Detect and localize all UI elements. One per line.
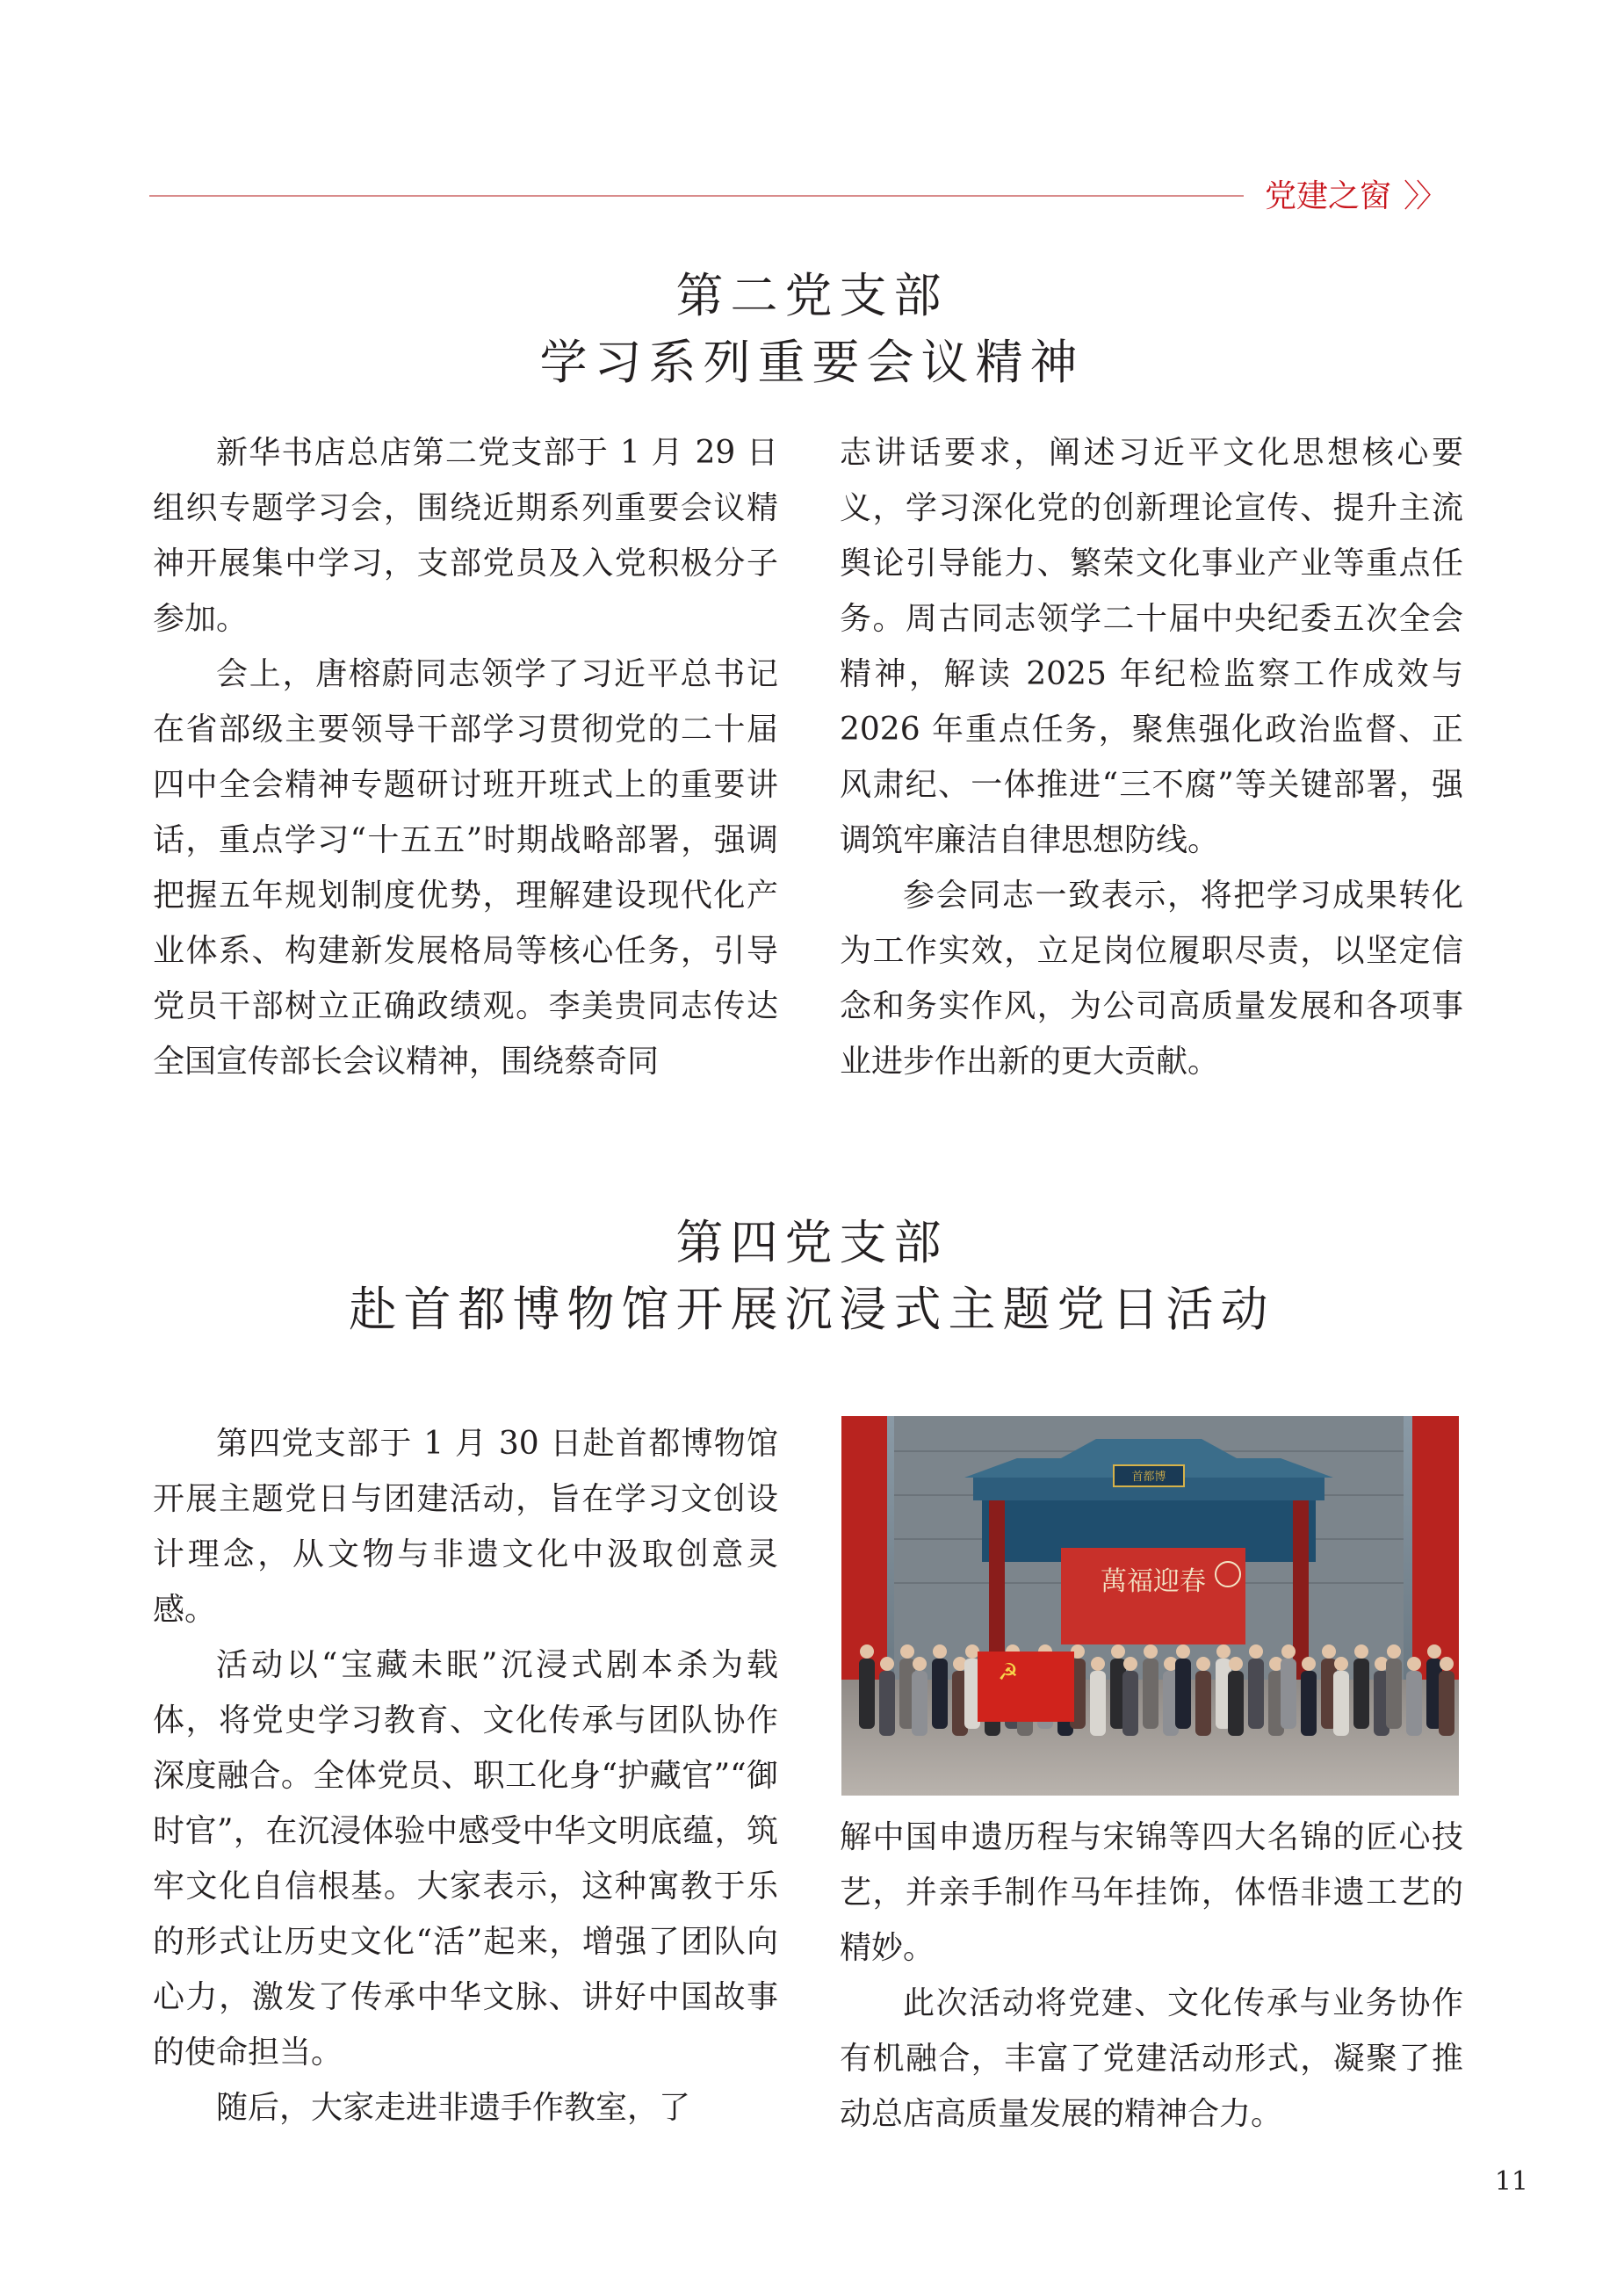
gate-plaque-text: 首都博 xyxy=(1131,1471,1166,1484)
paragraph: 新华书店总店第二党支部于 1 月 29 日组织专题学习会，围绕近期系列重要会议精神开展集中学习，支部党员及入党积极分子参加。 xyxy=(153,435,778,637)
person-head xyxy=(1334,1657,1348,1671)
section-label xyxy=(1265,172,1476,221)
person-figure xyxy=(859,1659,875,1729)
person-head xyxy=(1322,1644,1336,1659)
group-photo xyxy=(841,1416,1459,1796)
person-figure xyxy=(1439,1671,1454,1736)
person-head xyxy=(1091,1657,1105,1671)
person-figure xyxy=(1175,1659,1191,1729)
person-figure xyxy=(1353,1659,1369,1729)
paragraph: 参会同志一致表示，将把学习成果转化为工作实效，立足岗位履职尽责，以坚定信念和务实作风，为公司高质量发展和各项事业进步作出新的更大贡献。 xyxy=(840,878,1463,1080)
person-head xyxy=(913,1657,927,1671)
person-head xyxy=(1144,1644,1158,1659)
person-head xyxy=(1229,1657,1243,1671)
paragraph: 此次活动将党建、文化传承与业务协作有机融合，丰富了党建活动形式，凝聚了推动总店高质量发展的精神合力。 xyxy=(840,1985,1463,2132)
person-head xyxy=(880,1657,894,1671)
article2-title-line1: 第四党支部 xyxy=(675,1215,949,1270)
paragraph: 随后，大家走进非遗手作教室，了 xyxy=(216,2090,691,2126)
paragraph: 第四党支部于 1 月 30 日赴首都博物馆开展主题党日与团建活动，旨在学习文创设计理念，从文物与非遗文化中汲取创意灵感。 xyxy=(153,1426,778,1628)
person-head xyxy=(1111,1644,1125,1659)
person-head xyxy=(1427,1644,1441,1659)
header-rule xyxy=(149,195,1244,197)
article2-left-column xyxy=(153,1416,778,2136)
article1-left-column xyxy=(153,425,778,1089)
person-figure xyxy=(1386,1659,1402,1729)
person-figure xyxy=(1406,1671,1422,1736)
person-figure xyxy=(912,1671,927,1736)
person-figure xyxy=(932,1659,948,1729)
article2-right-column xyxy=(840,1810,1463,2142)
person-head xyxy=(1196,1657,1210,1671)
person-head xyxy=(860,1644,874,1659)
banner-text: 萬福迎春 xyxy=(1101,1566,1206,1597)
person-head xyxy=(1123,1657,1137,1671)
paragraph: 解中国申遗历程与宋锦等四大名锦的匠心技艺，并亲手制作马年挂饰，体悟非遗工艺的精妙。 xyxy=(840,1819,1463,1966)
person-head xyxy=(1302,1657,1316,1671)
person-figure xyxy=(1333,1671,1349,1736)
person-head xyxy=(1249,1644,1263,1659)
article1-title-line1: 第二党支部 xyxy=(675,268,949,323)
article1-title-line2: 学习系列重要会议精神 xyxy=(539,335,1085,390)
article1-right-column xyxy=(840,425,1463,1089)
group-photo-illustration xyxy=(841,1416,1459,1796)
person-figure xyxy=(1090,1671,1106,1736)
person-figure xyxy=(1195,1671,1211,1736)
person-head xyxy=(933,1644,947,1659)
page-number: 11 xyxy=(1494,2166,1528,2197)
person-head xyxy=(1440,1657,1454,1671)
person-head xyxy=(900,1644,914,1659)
person-head xyxy=(1281,1644,1296,1659)
person-head xyxy=(1407,1657,1421,1671)
person-head xyxy=(1216,1644,1231,1659)
person-figure xyxy=(1228,1671,1244,1736)
person-head xyxy=(1176,1644,1190,1659)
person-figure xyxy=(879,1671,895,1736)
paragraph: 会上，唐榕蔚同志领学了习近平总书记在省部级主要领导干部学习贯彻党的二十届四中全会精神专题研讨班开班式上的重要讲话，重点学习“十五五”时期战略部署，强调把握五年规划制度优势，理解建设现代化产业体系、构建新发展格局等核心任务，引导党员干部树立正确政绩观。李美贵同志传达全国宣传部长会议精神，围绕蔡奇同 xyxy=(153,656,778,1080)
section-label-text: 党建之窗 xyxy=(1265,178,1392,214)
svg-text:☭: ☭ xyxy=(998,1659,1019,1686)
article2-title-line2: 赴首都博物馆开展沉浸式主题党日活动 xyxy=(349,1282,1275,1337)
person-head xyxy=(1387,1644,1401,1659)
paragraph: 活动以“宝藏未眠”沉浸式剧本杀为载体，将党史学习教育、文化传承与团队协作深度融合。全体党员、职工化身“护藏官”“御时官”，在沉浸体验中感受中华文明底蕴，筑牢文化自信根基。大家表示，这种寓教于乐的形式让历史文化“活”起来，增强了团队向心力，激发了传承中华文脉、讲好中国故事的使命担当。 xyxy=(153,1647,778,2071)
chevron-right-icon: 〉〉 xyxy=(1404,178,1445,214)
person-figure xyxy=(1248,1659,1264,1729)
person-head xyxy=(965,1644,979,1659)
person-head xyxy=(1354,1644,1368,1659)
person-figure xyxy=(1143,1659,1158,1729)
person-figure xyxy=(1301,1671,1317,1736)
person-figure xyxy=(1122,1671,1138,1736)
paragraph: 志讲话要求，阐述习近平文化思想核心要义，学习深化党的创新理论宣传、提升主流舆论引导能力、繁荣文化事业产业等重点任务。周古同志领学二十届中央纪委五次全会精神，解读 2025 年纪检监察工作成效与 2026 年重点任务，聚焦强化政治监督、正风肃纪、一体推进“三不腐”等关键部署，强调筑牢廉洁自律思想防线。 xyxy=(840,435,1463,858)
person-figure xyxy=(1281,1659,1296,1729)
